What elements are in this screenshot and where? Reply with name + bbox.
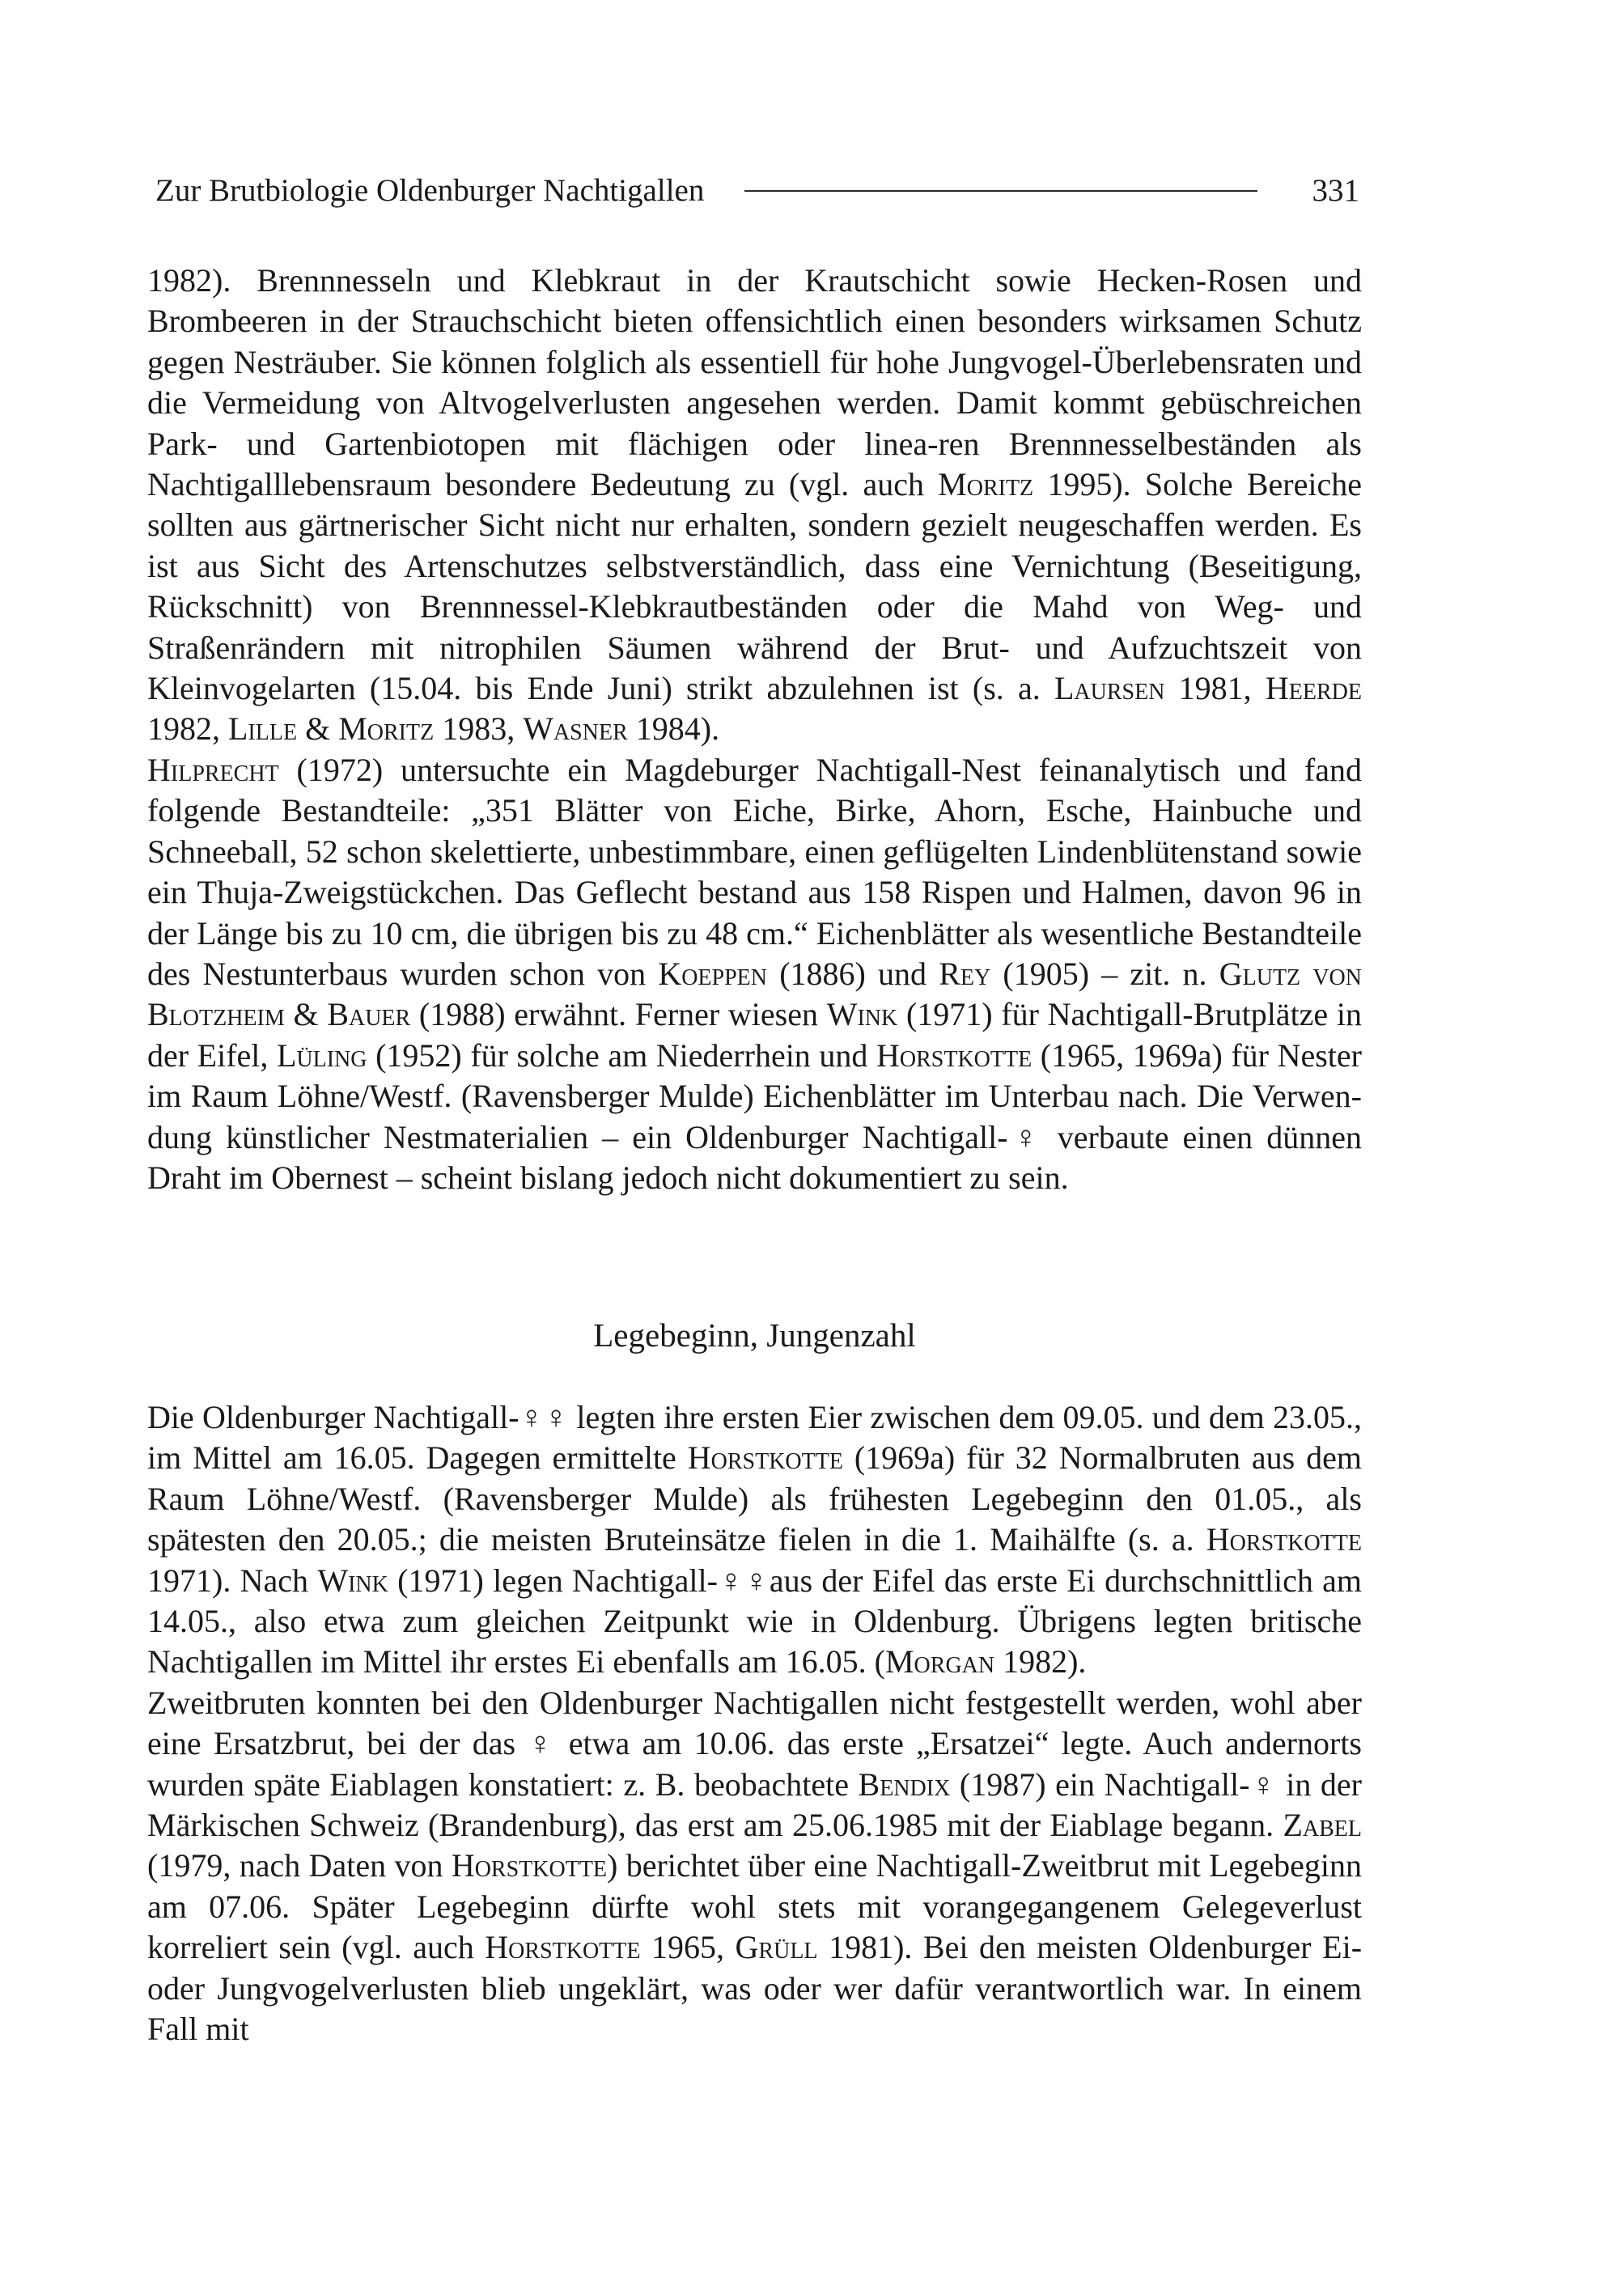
paragraph-nest-material: Hilprecht (1972) untersuchte ein Magdeburger Nachtigall-Nest feinanalytisch und fand folgende Bestandteile: „351 Blätter von Eiche, Birke, Ahorn, Esche, Hainbuche und Schneeball, 52 schon skelettierte, unbestimmbare, einen geflügelten Lindenblütenstand sowie ein Thuja-Zweigstückchen. Das Geflecht bestand aus 158 Rispen und Halmen, davon 96 in der Länge bis zu 10 cm, die übrigen bis zu 48 cm.“ Eichenblätter als wesentliche Bestandteile des Nestunterbaus wurden schon von Koeppen (1886) und Rey (1905) – zit. n. Glutz von Blotzheim & Bauer (1988) erwähnt. Ferner wiesen Wink (1971) für Nachtigall-Brutplätze in der Eifel, Lüling (1952) für solche am Niederrhein und Horstkotte (1965, 1969a) für Nester im Raum Löhne/Westf. (Ravensberger Mulde) Eichenblätter im Unterbau nach. Die Verwendung künstlicher Nestmaterialien – ein Oldenburger Nachtigall-♀ verbaute einen dünnen Draht im Obernest – scheint bislang jedoch nicht dokumentiert zu sein. — [147, 751, 1363, 1196]
section-1-text — [147, 261, 1362, 1198]
author-name: Laursen — [1054, 670, 1165, 707]
author-name: Hilprecht — [147, 751, 279, 788]
author-name: Zabel — [1283, 1807, 1362, 1844]
paragraph-second-broods: Zweitbruten konnten bei den Oldenburger Nachtigallen nicht festgestellt werden, wohl aber eine Ersatzbrut, bei der das ♀ etwa am 10.06. das erste „Ersatzei“ legte. Auch andernorts wurden späte Eiablagen konstatiert: z. B. beobachtete Bendix (1987) ein Nachtigall-♀ in der Märkischen Schweiz (Brandenburg), das erst am 25.06.1985 mit der Eiablage begann. Zabel (1979, nach Daten von Horstkotte) berichtet über eine Nachtigall-Zweitbrut mit Legebeginn am 07.06. Später Legebeginn dürfte wohl stets mit vorangegangenem Gelegeverlust korreliert sein (vgl. auch Horstkotte 1965, Grüll 1981). Bei den meisten Oldenburger Ei- oder Jungvogelverlusten blieb ungeklärt, was oder wer dafür verantwortlich war. In einem Fall mit — [147, 1684, 1363, 2048]
author-name: Horstkotte — [876, 1036, 1032, 1074]
author-name: Glutz von Blotzheim — [147, 955, 1362, 1033]
author-name: Morgan — [884, 1643, 995, 1681]
author-name: Rey — [939, 955, 991, 992]
author-name: Lille — [228, 710, 298, 748]
author-name: Horstkotte — [1206, 1521, 1362, 1558]
author-name: Horstkotte — [451, 1847, 608, 1884]
author-name: Moritz — [938, 466, 1034, 503]
author-name: Horstkotte — [485, 1929, 641, 1966]
running-title: Zur Brutbiologie Oldenburger Nachtigallen — [155, 173, 705, 208]
author-name: Koeppen — [658, 955, 768, 992]
paragraph-nesting-cover: 1982). Brennnesseln und Klebkraut in der Krautschicht sowie Hecken-Rosen und Brombeeren in der Strauchschicht bieten offensichtlich einen besonders wirksamen Schutz gegen Nesträuber. Sie können folglich als essentiell für hohe Jungvogel-Überlebensraten und die Vermeidung von Altvogelverlusten angesehen werden. Damit kommt gebüschreichen Park- und Gartenbiotopen mit flächigen oder linea-ren Brennnesselbeständen als Nachtigalllebensraum besondere Bedeutung zu (vgl. auch Moritz 1995). Solche Bereiche sollten aus gärtnerischer Sicht nicht nur erhalten, sondern gezielt neugeschaffen werden. Es ist aus Sicht des Artenschutzes selbstverständlich, dass eine Vernichtung (Beseitigung, Rückschnitt) von Brennnessel-Klebkrautbeständen oder die Mahd von Weg- und Straßenrändern mit nitrophilen Säumen während der Brut- und Aufzuchtszeit von Kleinvogelarten (15.04. bis Ende Juni) strikt abzulehnen ist (s. a. Laursen 1981, Heerde 1982, Lille & Moritz 1983, Wasner 1984). — [147, 262, 1362, 748]
running-head — [155, 168, 1359, 214]
author-name: Moritz — [338, 710, 435, 748]
page-number: 331 — [1312, 173, 1359, 208]
author-name: Lüling — [276, 1036, 367, 1074]
author-name: Grüll — [735, 1929, 818, 1966]
section-2-text — [147, 1397, 1362, 2050]
author-name: Wasner — [523, 710, 628, 748]
author-name: Wink — [826, 996, 898, 1033]
header-rule — [744, 190, 1257, 192]
paragraph-laying-start: Die Oldenburger Nachtigall-♀♀ legten ihre ersten Eier zwischen dem 09.05. und dem 23.05., im Mittel am 16.05. Dagegen ermittelte Horstkotte (1969a) für 32 Normalbruten aus dem Raum Löhne/Westf. (Ravensberger Mulde) als frühesten Legebeginn den 01.05., als spätesten den 20.05.; die meisten Bruteinsätze fielen in die 1. Maihälfte (s. a. Horstkotte 1971). Nach Wink (1971) legen Nachtigall-♀♀aus der Eifel das erste Ei durchschnittlich am 14.05., also etwa zum gleichen Zeitpunkt wie in Oldenburg. Übrigens legten britische Nachtigallen im Mittel ihr erstes Ei ebenfalls am 16.05. (Morgan 1982). — [147, 1399, 1362, 1681]
author-name: Bauer — [327, 996, 411, 1033]
section-heading: Legebeginn, Jungenzahl — [593, 1316, 916, 1354]
author-name: Wink — [317, 1562, 388, 1599]
author-name: Horstkotte — [687, 1439, 843, 1477]
author-name: Heerde — [1265, 670, 1362, 707]
author-name: Bendix — [858, 1765, 951, 1803]
